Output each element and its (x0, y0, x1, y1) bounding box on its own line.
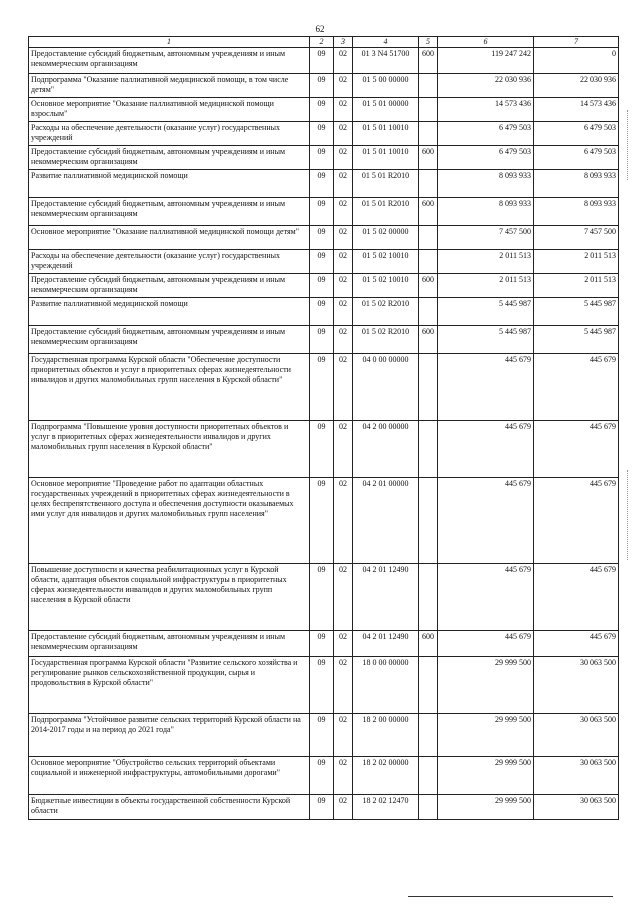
expense-type-code: 600 (419, 326, 438, 354)
target-article-code: 18 2 02 12470 (353, 795, 419, 820)
section-code: 09 (310, 146, 334, 170)
column-number: 6 (438, 37, 534, 48)
expense-type-code (419, 98, 438, 122)
row-name: Подпрограмма "Устойчивое развитие сельских территорий Курской области на 2014-2017 годы и на период до 2021 года" (29, 714, 310, 757)
column-number: 7 (534, 37, 619, 48)
amount-first-year: 445 679 (438, 631, 534, 657)
subsection-code: 02 (334, 354, 353, 421)
row-name: Бюджетные инвестиции в объекты государственной собственности Курской области (29, 795, 310, 820)
section-code: 09 (310, 198, 334, 226)
section-code: 09 (310, 564, 334, 631)
expense-type-code: 600 (419, 48, 438, 74)
amount-first-year: 445 679 (438, 564, 534, 631)
amount-second-year: 30 063 500 (534, 757, 619, 795)
expense-type-code (419, 714, 438, 757)
amount-first-year: 8 093 933 (438, 170, 534, 198)
table-row (29, 250, 619, 274)
amount-first-year: 22 030 936 (438, 74, 534, 98)
target-article-code: 18 2 00 00000 (353, 714, 419, 757)
table-row (29, 74, 619, 98)
amount-first-year: 445 679 (438, 478, 534, 564)
amount-first-year: 6 479 503 (438, 146, 534, 170)
expense-type-code: 600 (419, 631, 438, 657)
table-row (29, 564, 619, 631)
target-article-code: 01 5 02 10010 (353, 250, 419, 274)
target-article-code: 04 2 01 12490 (353, 631, 419, 657)
table-row (29, 631, 619, 657)
amount-second-year: 445 679 (534, 354, 619, 421)
subsection-code: 02 (334, 421, 353, 478)
row-name: Государственная программа Курской области "Обеспечение доступности приоритетных объектов и услуг в приоритетных сферах жизнедеятельности инвалидов и других маломобильных групп населения в Курской области" (29, 354, 310, 421)
amount-first-year: 29 999 500 (438, 714, 534, 757)
subsection-code: 02 (334, 757, 353, 795)
row-name: Основное мероприятие "Обустройство сельских территорий объектами социальной и инженерной инфраструктуры, автомобильными дорогами" (29, 757, 310, 795)
target-article-code: 01 5 01 R2010 (353, 170, 419, 198)
table-row (29, 657, 619, 714)
section-code: 09 (310, 170, 334, 198)
amount-second-year: 8 093 933 (534, 198, 619, 226)
expense-type-code (419, 122, 438, 146)
margin-mark (627, 110, 628, 180)
subsection-code: 02 (334, 250, 353, 274)
subsection-code: 02 (334, 714, 353, 757)
table-row (29, 326, 619, 354)
expense-type-code (419, 354, 438, 421)
target-article-code: 01 3 N4 51700 (353, 48, 419, 74)
subsection-code: 02 (334, 795, 353, 820)
amount-first-year: 2 011 513 (438, 274, 534, 298)
target-article-code: 01 5 02 10010 (353, 274, 419, 298)
row-name: Предоставление субсидий бюджетным, автономным учреждениям и иным некоммерческим организациям (29, 198, 310, 226)
section-code: 09 (310, 274, 334, 298)
amount-first-year: 2 011 513 (438, 250, 534, 274)
expense-type-code (419, 478, 438, 564)
row-name: Предоставление субсидий бюджетным, автономным учреждениям и иным некоммерческим организациям (29, 48, 310, 74)
section-code: 09 (310, 74, 334, 98)
column-number: 1 (29, 37, 310, 48)
amount-second-year: 14 573 436 (534, 98, 619, 122)
amount-second-year: 6 479 503 (534, 122, 619, 146)
column-number: 4 (353, 37, 419, 48)
section-code: 09 (310, 631, 334, 657)
target-article-code: 01 5 02 R2010 (353, 298, 419, 326)
budget-table (28, 36, 619, 820)
target-article-code: 01 5 01 R2010 (353, 198, 419, 226)
target-article-code: 04 2 01 00000 (353, 478, 419, 564)
table-row (29, 421, 619, 478)
expense-type-code (419, 757, 438, 795)
amount-second-year: 445 679 (534, 564, 619, 631)
table-row (29, 274, 619, 298)
amount-first-year: 5 445 987 (438, 298, 534, 326)
table-row (29, 298, 619, 326)
expense-type-code (419, 795, 438, 820)
section-code: 09 (310, 326, 334, 354)
subsection-code: 02 (334, 198, 353, 226)
amount-second-year: 0 (534, 48, 619, 74)
table-row (29, 757, 619, 795)
table-row (29, 48, 619, 74)
section-code: 09 (310, 98, 334, 122)
target-article-code: 01 5 01 10010 (353, 146, 419, 170)
subsection-code: 02 (334, 631, 353, 657)
row-name: Предоставление субсидий бюджетным, автономным учреждениям и иным некоммерческим организациям (29, 146, 310, 170)
expense-type-code (419, 421, 438, 478)
row-name: Предоставление субсидий бюджетным, автономным учреждениям и иным некоммерческим организациям (29, 274, 310, 298)
amount-first-year: 29 999 500 (438, 757, 534, 795)
footer-rule (408, 896, 613, 897)
expense-type-code: 600 (419, 274, 438, 298)
subsection-code: 02 (334, 274, 353, 298)
row-name: Подпрограмма "Повышение уровня доступности приоритетных объектов и услуг в приоритетных сферах жизнедеятельности инвалидов и других маломобильных групп населения в Курской области" (29, 421, 310, 478)
amount-first-year: 7 457 500 (438, 226, 534, 250)
table-row (29, 170, 619, 198)
subsection-code: 02 (334, 657, 353, 714)
amount-second-year: 30 063 500 (534, 657, 619, 714)
amount-first-year: 8 093 933 (438, 198, 534, 226)
subsection-code: 02 (334, 74, 353, 98)
section-code: 09 (310, 250, 334, 274)
section-code: 09 (310, 795, 334, 820)
table-row (29, 714, 619, 757)
amount-second-year: 2 011 513 (534, 274, 619, 298)
subsection-code: 02 (334, 564, 353, 631)
row-name: Предоставление субсидий бюджетным, автономным учреждениям и иным некоммерческим организациям (29, 326, 310, 354)
section-code: 09 (310, 478, 334, 564)
amount-first-year: 14 573 436 (438, 98, 534, 122)
amount-first-year: 29 999 500 (438, 795, 534, 820)
expense-type-code (419, 74, 438, 98)
table-row (29, 795, 619, 820)
section-code: 09 (310, 757, 334, 795)
row-name: Подпрограмма "Оказание паллиативной медицинской помощи, в том числе детям" (29, 74, 310, 98)
table-row (29, 198, 619, 226)
amount-first-year: 6 479 503 (438, 122, 534, 146)
expense-type-code (419, 298, 438, 326)
target-article-code: 18 0 00 00000 (353, 657, 419, 714)
row-name: Основное мероприятие "Оказание паллиативной медицинской помощи детям" (29, 226, 310, 250)
column-number: 3 (334, 37, 353, 48)
row-name: Основное мероприятие "Оказание паллиативной медицинской помощи взрослым" (29, 98, 310, 122)
target-article-code: 01 5 02 00000 (353, 226, 419, 250)
target-article-code: 18 2 02 00000 (353, 757, 419, 795)
amount-first-year: 29 999 500 (438, 657, 534, 714)
subsection-code: 02 (334, 298, 353, 326)
amount-second-year: 5 445 987 (534, 326, 619, 354)
expense-type-code (419, 250, 438, 274)
table-row (29, 122, 619, 146)
table-row (29, 226, 619, 250)
amount-second-year: 445 679 (534, 478, 619, 564)
row-name: Предоставление субсидий бюджетным, автономным учреждениям и иным некоммерческим организациям (29, 631, 310, 657)
amount-second-year: 2 011 513 (534, 250, 619, 274)
expense-type-code (419, 226, 438, 250)
expense-type-code: 600 (419, 198, 438, 226)
row-name: Основное мероприятие "Проведение работ по адаптации областных государственных учреждений в приоритетных сферах жизнедеятельности в целях беспрепятственного доступа и обеспечения доступности оказываемых ими услуг для инвалидов и других маломобильных групп населения" (29, 478, 310, 564)
section-code: 09 (310, 298, 334, 326)
section-code: 09 (310, 421, 334, 478)
subsection-code: 02 (334, 170, 353, 198)
margin-mark (627, 470, 628, 560)
column-number: 2 (310, 37, 334, 48)
subsection-code: 02 (334, 122, 353, 146)
row-name: Развитие паллиативной медицинской помощи (29, 170, 310, 198)
amount-first-year: 5 445 987 (438, 326, 534, 354)
row-name: Повышение доступности и качества реабилитационных услуг в Курской области, адаптация объектов социальной инфраструктуры в приоритетных сферах жизнедеятельности инвалидов и других маломобильных групп населения в Курской области (29, 564, 310, 631)
subsection-code: 02 (334, 146, 353, 170)
subsection-code: 02 (334, 326, 353, 354)
amount-first-year: 119 247 242 (438, 48, 534, 74)
row-name: Расходы на обеспечение деятельности (оказание услуг) государственных учреждений (29, 250, 310, 274)
target-article-code: 04 2 00 00000 (353, 421, 419, 478)
section-code: 09 (310, 714, 334, 757)
subsection-code: 02 (334, 478, 353, 564)
amount-second-year: 445 679 (534, 631, 619, 657)
table-row (29, 146, 619, 170)
row-name: Расходы на обеспечение деятельности (оказание услуг) государственных учреждений (29, 122, 310, 146)
amount-second-year: 30 063 500 (534, 795, 619, 820)
section-code: 09 (310, 354, 334, 421)
table-row (29, 98, 619, 122)
row-name: Развитие паллиативной медицинской помощи (29, 298, 310, 326)
expense-type-code (419, 170, 438, 198)
amount-first-year: 445 679 (438, 421, 534, 478)
section-code: 09 (310, 657, 334, 714)
expense-type-code: 600 (419, 146, 438, 170)
section-code: 09 (310, 122, 334, 146)
table-row (29, 478, 619, 564)
subsection-code: 02 (334, 48, 353, 74)
target-article-code: 01 5 00 00000 (353, 74, 419, 98)
target-article-code: 04 0 00 00000 (353, 354, 419, 421)
amount-first-year: 445 679 (438, 354, 534, 421)
expense-type-code (419, 564, 438, 631)
page-number: 62 (315, 24, 325, 34)
amount-second-year: 5 445 987 (534, 298, 619, 326)
amount-second-year: 7 457 500 (534, 226, 619, 250)
amount-second-year: 6 479 503 (534, 146, 619, 170)
table-row (29, 354, 619, 421)
target-article-code: 01 5 01 10010 (353, 122, 419, 146)
section-code: 09 (310, 226, 334, 250)
amount-second-year: 445 679 (534, 421, 619, 478)
amount-second-year: 30 063 500 (534, 714, 619, 757)
target-article-code: 01 5 01 00000 (353, 98, 419, 122)
subsection-code: 02 (334, 226, 353, 250)
target-article-code: 01 5 02 R2010 (353, 326, 419, 354)
column-number: 5 (419, 37, 438, 48)
expense-type-code (419, 657, 438, 714)
subsection-code: 02 (334, 98, 353, 122)
amount-second-year: 8 093 933 (534, 170, 619, 198)
target-article-code: 04 2 01 12490 (353, 564, 419, 631)
row-name: Государственная программа Курской области "Развитие сельского хозяйства и регулирование рынков сельскохозяйственной продукции, сырья и продовольствия в Курской области" (29, 657, 310, 714)
section-code: 09 (310, 48, 334, 74)
column-number-row (29, 37, 619, 48)
amount-second-year: 22 030 936 (534, 74, 619, 98)
